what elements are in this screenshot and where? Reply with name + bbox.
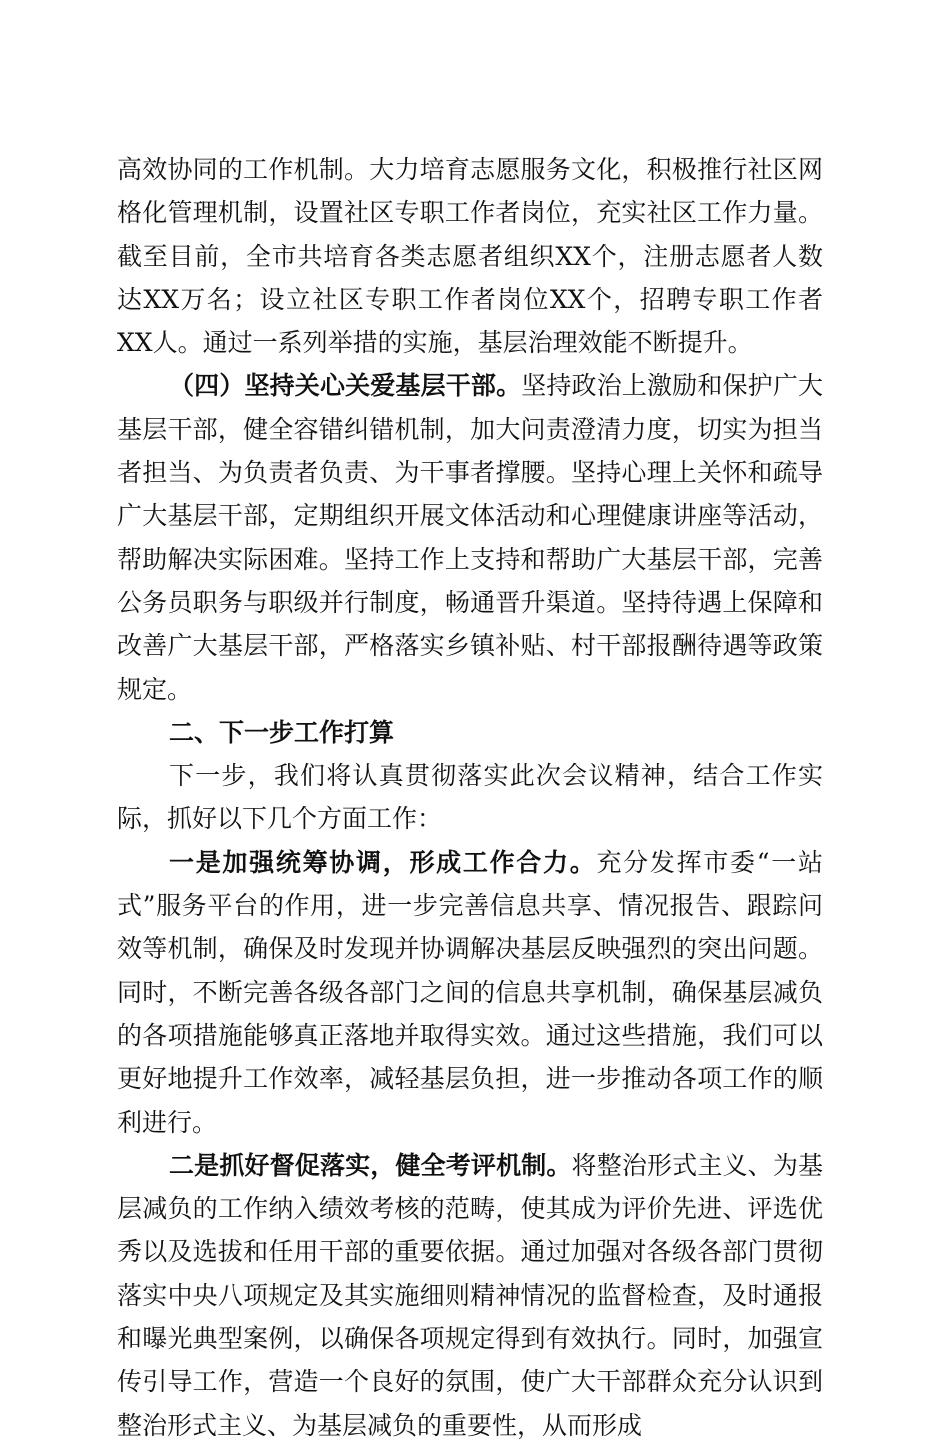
paragraph-5-lead: 二是抓好督促落实，健全考评机制。	[169, 1150, 572, 1180]
paragraph-4-text: 充分发挥市委“一站式”服务平台的作用，进一步完善信息共享、情况报告、跟踪问效等机制，确保及时发现并协调解决基层反映强烈的突出问题。同时，不断完善各级各部门之间的信息共享机制，确保基层减负的各项措施能够真正落地并取得实效。通过这些措施，我们可以更好地提升工作效率，减轻基层负担，进一步推动各项工作的顺利进行。	[117, 847, 823, 1137]
paragraph-4-lead: 一是加强统筹协调，形成工作合力。	[169, 847, 597, 877]
paragraph-2-lead: （四）坚持关心关爱基层干部。	[169, 371, 522, 401]
paragraph-4	[117, 841, 823, 1144]
paragraph-5	[117, 1144, 823, 1447]
paragraph-3-text: 下一步，我们将认真贯彻落实此次会议精神，结合工作实际，抓好以下几个方面工作：	[117, 761, 823, 834]
section-heading-text: 二、下一步工作打算	[169, 717, 395, 747]
paragraph-2	[117, 364, 823, 710]
paragraph-3	[117, 754, 823, 841]
paragraph-5-text: 将整治形式主义、为基层减负的工作纳入绩效考核的范畴，使其成为评价先进、评选优秀以及选拔和任用干部的重要依据。通过加强对各级各部门贯彻落实中央八项规定及其实施细则精神情况的监督检查，及时通报和曝光典型案例，以确保各项规定得到有效执行。同时，加强宣传引导工作，营造一个良好的氛围，使广大干部群众充分认识到整治形式主义、为基层减负的重要性，从而形成	[117, 1150, 823, 1440]
paragraph-1	[117, 148, 823, 364]
paragraph-2-text: 坚持政治上激励和保护广大基层干部，健全容错纠错机制，加大问责澄清力度，切实为担当者担当、为负责者负责、为干事者撑腰。坚持心理上关怀和疏导广大基层干部，定期组织开展文体活动和心理健康讲座等活动，帮助解决实际困难。坚持工作上支持和帮助广大基层干部，完善公务员职务与职级并行制度，畅通晋升渠道。坚持待遇上保障和改善广大基层干部，严格落实乡镇补贴、村干部报酬待遇等政策规定。	[117, 371, 823, 704]
paragraph-1-text: 高效协同的工作机制。大力培育志愿服务文化，积极推行社区网格化管理机制，设置社区专职工作者岗位，充实社区工作力量。截至目前，全市共培育各类志愿者组织XX个，注册志愿者人数达XX万名；设立社区专职工作者岗位XX个，招聘专职工作者XX人。通过一系列举措的实施，基层治理效能不断提升。	[117, 155, 823, 358]
section-heading	[117, 711, 823, 754]
document-body	[117, 148, 823, 1447]
